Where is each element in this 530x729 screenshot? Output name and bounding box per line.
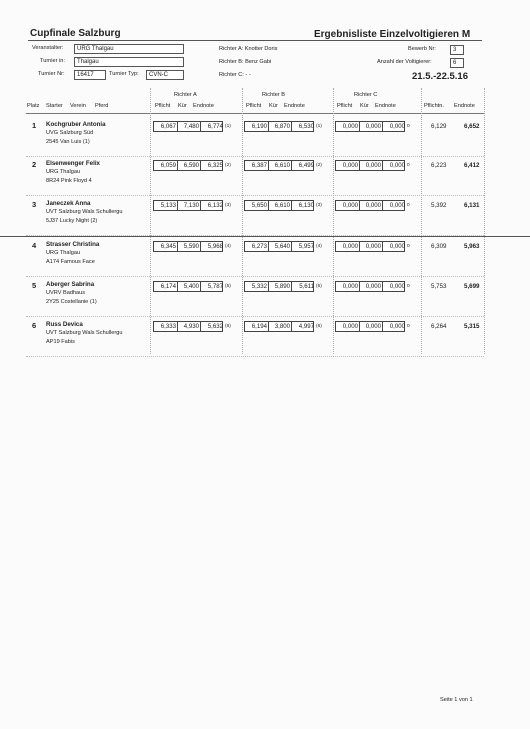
col-richter-a: Richter A bbox=[174, 92, 197, 98]
kuer-score: 6,610 bbox=[269, 201, 292, 210]
starter-name: Aberger Sabrina bbox=[46, 281, 95, 288]
endnote-score: 0,000 bbox=[389, 202, 405, 209]
endnote-score: 0,000 bbox=[389, 162, 405, 169]
kuer-score: 6,610 bbox=[269, 161, 292, 170]
endnote-score: 0,000 bbox=[389, 283, 405, 290]
endnote-score: 6,132 bbox=[207, 202, 223, 209]
endnote-score: 6,130 bbox=[298, 202, 314, 209]
score-box-a bbox=[153, 160, 223, 171]
score-box-a bbox=[153, 321, 223, 332]
row-separator bbox=[26, 156, 484, 157]
header-divider bbox=[28, 40, 482, 41]
score-box-c bbox=[335, 160, 405, 171]
table-header-divider bbox=[26, 113, 484, 114]
col-c-endnote: Endnote bbox=[375, 103, 396, 109]
kuer-score: 6,870 bbox=[269, 122, 292, 131]
pflicht-score: 5,650 bbox=[245, 201, 269, 210]
endnote-score: 6,530 bbox=[298, 123, 314, 130]
kuer-score: 7,130 bbox=[178, 201, 201, 210]
endnote-score: 5,968 bbox=[207, 243, 223, 250]
kuer-score: 0,000 bbox=[360, 242, 383, 251]
horse-name: 5J37 Lucky Night (2) bbox=[46, 218, 98, 224]
row-separator bbox=[26, 356, 484, 357]
club-name: URG Thalgau bbox=[46, 250, 81, 256]
endnote-score: 5,611 bbox=[299, 283, 314, 290]
table-row bbox=[0, 199, 530, 239]
final-score: 6,412 bbox=[464, 162, 480, 169]
turnier-nr-field: 16417 bbox=[74, 70, 106, 80]
score-box-c bbox=[335, 321, 405, 332]
row-separator bbox=[26, 316, 484, 317]
endnote-score: 5,632 bbox=[207, 323, 223, 330]
pflicht-score: 6,194 bbox=[245, 322, 269, 331]
judge-rank: (1) bbox=[316, 124, 322, 129]
table-row bbox=[0, 240, 530, 280]
judge-rank: (4) bbox=[225, 244, 231, 249]
club-name: URG Thalgau bbox=[46, 169, 81, 175]
col-pflichtn: Pflichtn. bbox=[424, 103, 444, 109]
score-box-a bbox=[153, 200, 223, 211]
anzahl-label: Anzahl der Voltigierer: bbox=[377, 59, 432, 65]
judge-rank: 0 bbox=[407, 324, 410, 329]
judge-rank: 0 bbox=[407, 163, 410, 168]
endnote-score: 0,000 bbox=[389, 243, 405, 250]
page-number: Seite 1 von 1 bbox=[440, 697, 473, 703]
col-platz: Platz bbox=[27, 103, 40, 109]
judge-rank: (3) bbox=[225, 203, 231, 208]
pflicht-total: 6,309 bbox=[431, 243, 447, 250]
rank: 6 bbox=[32, 321, 37, 330]
col-richter-c: Richter C bbox=[354, 92, 378, 98]
endnote-score: 6,325 bbox=[207, 162, 223, 169]
kuer-score: 5,400 bbox=[178, 282, 201, 291]
col-b-kuer: Kür bbox=[269, 103, 278, 109]
col-a-endnote: Endnote bbox=[193, 103, 214, 109]
final-score: 6,131 bbox=[464, 202, 480, 209]
score-box-b bbox=[244, 241, 314, 252]
judge-rank: (1) bbox=[225, 124, 231, 129]
pflicht-score: 6,273 bbox=[245, 242, 269, 251]
col-pferd: Pferd bbox=[95, 103, 109, 109]
pflicht-score: 0,000 bbox=[336, 201, 360, 210]
kuer-score: 3,800 bbox=[269, 322, 292, 331]
table-row bbox=[0, 159, 530, 199]
club-name: UVT Salzburg Wals Schullergu bbox=[46, 209, 123, 215]
score-box-a bbox=[153, 281, 223, 292]
richter-a-info: Richter A: Knotter Doris bbox=[219, 46, 278, 52]
turnier-in-label: Turnier in: bbox=[40, 58, 65, 64]
pflicht-score: 5,133 bbox=[154, 201, 178, 210]
club-name: UVRV Badhaus bbox=[46, 290, 86, 296]
kuer-score: 5,590 bbox=[178, 242, 201, 251]
score-box-a bbox=[153, 241, 223, 252]
pflicht-score: 6,345 bbox=[154, 242, 178, 251]
page-title: Cupfinale Salzburg bbox=[30, 28, 121, 39]
horse-name: A174 Famous Face bbox=[46, 259, 95, 265]
horse-name: 2545 Van Luis (1) bbox=[46, 139, 90, 145]
pflicht-score: 6,174 bbox=[154, 282, 178, 291]
col-c-kuer: Kür bbox=[360, 103, 369, 109]
rank: 3 bbox=[32, 200, 37, 209]
pflicht-score: 0,000 bbox=[336, 161, 360, 170]
list-title: Ergebnisliste Einzelvoltigieren M bbox=[314, 29, 471, 40]
turnier-typ-field: CVN-C bbox=[146, 70, 184, 80]
anzahl-field: 6 bbox=[450, 58, 464, 68]
starter-name: Strasser Christina bbox=[46, 241, 100, 248]
endnote-score: 4,997 bbox=[298, 323, 314, 330]
rank: 1 bbox=[32, 121, 37, 130]
col-a-kuer: Kür bbox=[178, 103, 187, 109]
pflicht-total: 5,753 bbox=[431, 283, 447, 290]
kuer-score: 0,000 bbox=[360, 282, 383, 291]
starter-name: Kochgruber Antonia bbox=[46, 121, 106, 128]
judge-rank: (5) bbox=[316, 284, 322, 289]
starter-name: Russ Devica bbox=[46, 321, 83, 328]
bewerb-label: Bewerb Nr: bbox=[408, 46, 436, 52]
score-box-c bbox=[335, 241, 405, 252]
judge-rank: 0 bbox=[407, 284, 410, 289]
score-box-c bbox=[335, 200, 405, 211]
turnier-typ-label: Turnier Typ: bbox=[109, 71, 139, 77]
pflicht-score: 0,000 bbox=[336, 122, 360, 131]
score-box-c bbox=[335, 121, 405, 132]
score-box-b bbox=[244, 281, 314, 292]
col-c-pflicht: Pflicht bbox=[337, 103, 353, 109]
kuer-score: 6,590 bbox=[178, 161, 201, 170]
pflicht-total: 6,223 bbox=[431, 162, 447, 169]
score-box-b bbox=[244, 121, 314, 132]
table-row bbox=[0, 320, 530, 360]
judge-rank: 0 bbox=[407, 203, 410, 208]
kuer-score: 5,890 bbox=[269, 282, 292, 291]
horse-name: AP19 Fabis bbox=[46, 339, 75, 345]
pflicht-total: 6,264 bbox=[431, 323, 447, 330]
final-score: 5,315 bbox=[464, 323, 480, 330]
score-box-c bbox=[335, 281, 405, 292]
kuer-score: 4,930 bbox=[178, 322, 201, 331]
col-b-endnote: Endnote bbox=[284, 103, 305, 109]
richter-c-info: Richter C: - - bbox=[219, 72, 251, 78]
table-row bbox=[0, 120, 530, 160]
row-separator bbox=[26, 276, 484, 277]
pflicht-score: 6,387 bbox=[245, 161, 269, 170]
score-box-a bbox=[153, 121, 223, 132]
endnote-score: 0,000 bbox=[389, 323, 405, 330]
endnote-score: 6,774 bbox=[207, 123, 223, 130]
table-row bbox=[0, 280, 530, 320]
final-score: 5,963 bbox=[464, 243, 480, 250]
pflicht-score: 0,000 bbox=[336, 322, 360, 331]
judge-rank: (2) bbox=[225, 163, 231, 168]
turnier-in-field: Thalgau bbox=[74, 57, 184, 67]
col-endnote-total: Endnote bbox=[454, 103, 475, 109]
horse-name: 2Y25 Costellanie (1) bbox=[46, 299, 97, 305]
kuer-score: 0,000 bbox=[360, 201, 383, 210]
pflicht-score: 6,190 bbox=[245, 122, 269, 131]
horse-name: 8R24 Pink Floyd 4 bbox=[46, 178, 92, 184]
starter-name: Janeczek Anna bbox=[46, 200, 91, 207]
pflicht-total: 6,129 bbox=[431, 123, 447, 130]
row-separator bbox=[26, 195, 484, 196]
score-box-b bbox=[244, 321, 314, 332]
judge-rank: (2) bbox=[316, 163, 322, 168]
kuer-score: 7,480 bbox=[178, 122, 201, 131]
pflicht-total: 5,392 bbox=[431, 202, 447, 209]
richter-b-info: Richter B: Benz Gabi bbox=[219, 59, 272, 65]
endnote-score: 0,000 bbox=[389, 123, 405, 130]
pflicht-score: 6,333 bbox=[154, 322, 178, 331]
kuer-score: 5,640 bbox=[269, 242, 292, 251]
rank: 4 bbox=[32, 241, 37, 250]
judge-rank: (6) bbox=[316, 324, 322, 329]
judge-rank: (5) bbox=[225, 284, 231, 289]
col-a-pflicht: Pflicht bbox=[155, 103, 171, 109]
judge-rank: (3) bbox=[316, 203, 322, 208]
bewerb-field: 3 bbox=[450, 45, 464, 55]
pflicht-score: 0,000 bbox=[336, 282, 360, 291]
pflicht-score: 0,000 bbox=[336, 242, 360, 251]
final-score: 6,652 bbox=[464, 123, 480, 130]
turnier-nr-label: Turnier Nr: bbox=[38, 71, 65, 77]
veranstalter-field: URG Thalgau bbox=[74, 44, 184, 54]
final-score: 5,699 bbox=[464, 283, 480, 290]
rank: 2 bbox=[32, 160, 37, 169]
col-richter-b: Richter B bbox=[262, 92, 286, 98]
club-name: UVT Salzburg Wals Schullergu bbox=[46, 330, 123, 336]
kuer-score: 0,000 bbox=[360, 122, 383, 131]
event-date: 21.5.-22.5.16 bbox=[412, 71, 468, 82]
starter-name: Elsenwenger Felix bbox=[46, 160, 100, 167]
endnote-score: 6,499 bbox=[298, 162, 314, 169]
rank: 5 bbox=[32, 281, 37, 290]
pflicht-score: 6,059 bbox=[154, 161, 178, 170]
col-starter: Starter bbox=[46, 103, 63, 109]
kuer-score: 0,000 bbox=[360, 161, 383, 170]
section-divider bbox=[0, 236, 530, 237]
club-name: UVG Salzburg Süd bbox=[46, 130, 94, 136]
score-box-b bbox=[244, 160, 314, 171]
col-verein: Verein bbox=[70, 103, 86, 109]
endnote-score: 5,957 bbox=[298, 243, 314, 250]
col-b-pflicht: Pflicht bbox=[246, 103, 262, 109]
judge-rank: (6) bbox=[225, 324, 231, 329]
pflicht-score: 6,067 bbox=[154, 122, 178, 131]
score-box-b bbox=[244, 200, 314, 211]
judge-rank: (4) bbox=[316, 244, 322, 249]
endnote-score: 5,787 bbox=[207, 283, 223, 290]
veranstalter-label: Veranstalter: bbox=[32, 45, 64, 51]
judge-rank: 0 bbox=[407, 124, 410, 129]
kuer-score: 0,000 bbox=[360, 322, 383, 331]
pflicht-score: 5,332 bbox=[245, 282, 269, 291]
judge-rank: 0 bbox=[407, 244, 410, 249]
